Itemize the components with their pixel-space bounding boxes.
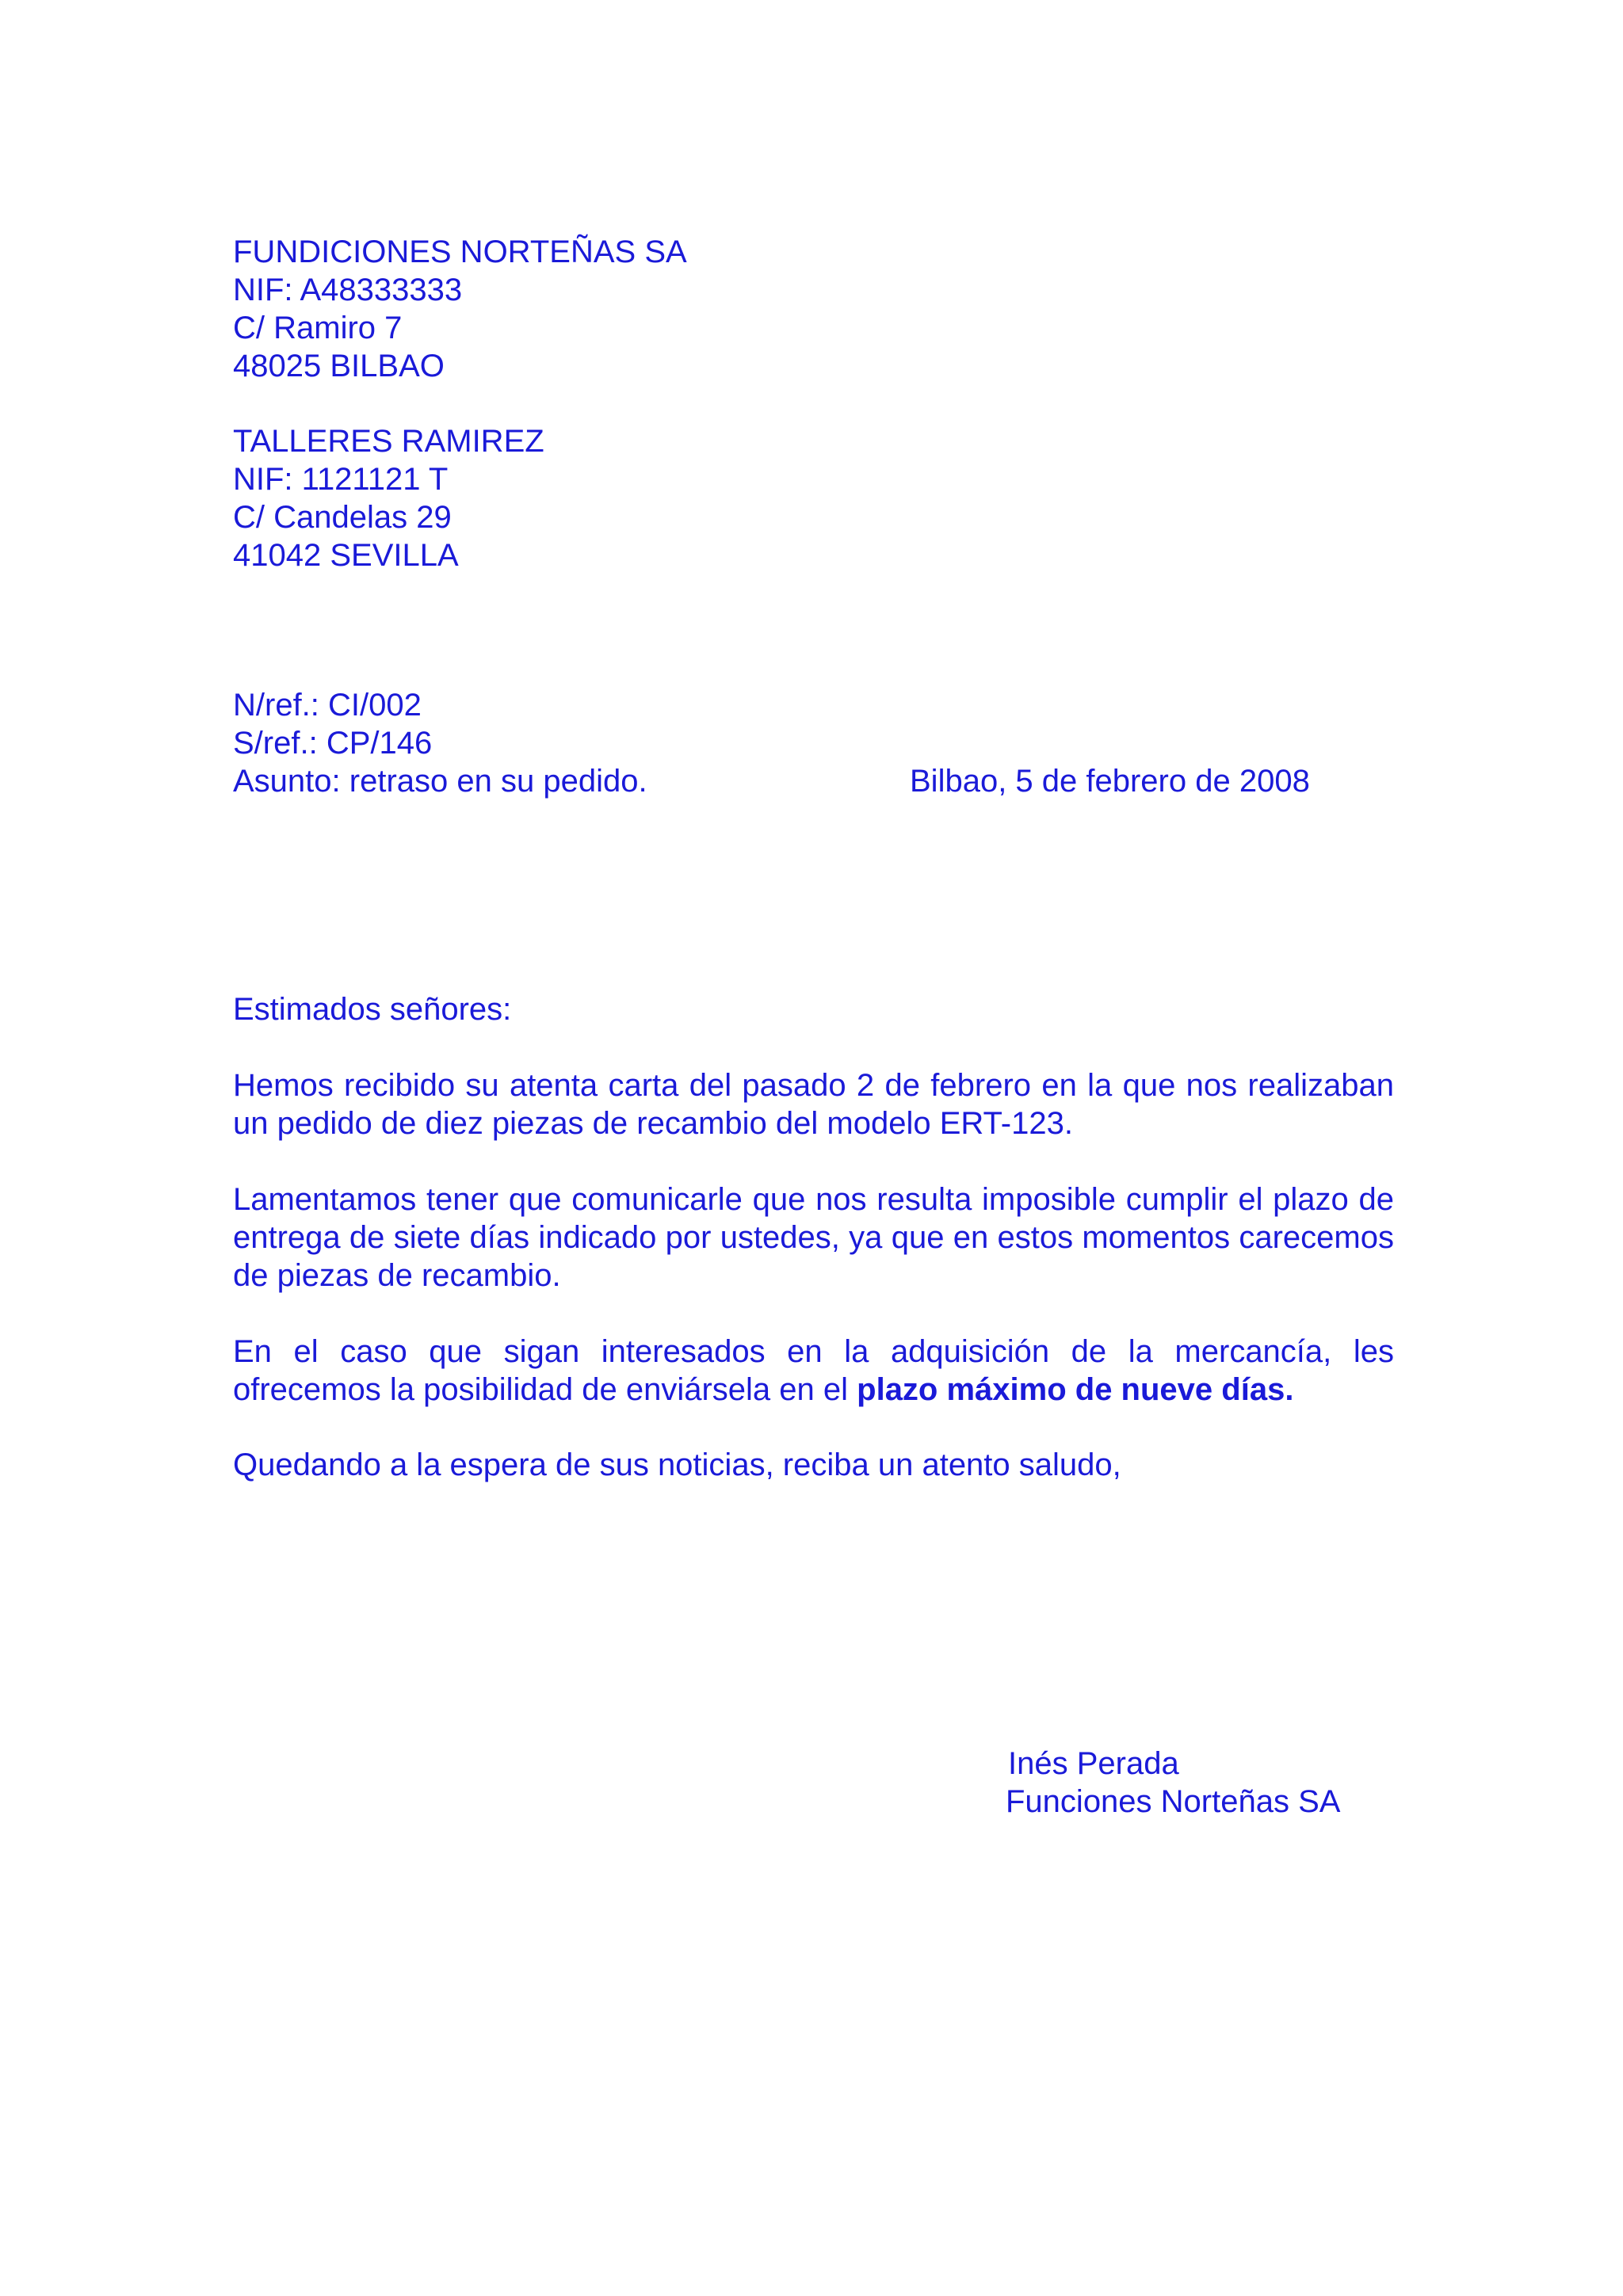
sender-name: FUNDICIONES NORTEÑAS SA: [233, 235, 687, 269]
body-paragraph-3: [233, 1333, 1394, 1409]
body-paragraph-3-text: En el caso que sigan interesados en la adquisición de la mercancía, les ofrecemos la posibilidad de enviársela en el: [233, 1334, 1394, 1407]
body-paragraph-1: Hemos recibido su atenta carta del pasado 2 de febrero en la que nos realizaban un pedido de diez piezas de recambio del modelo ERT-123.: [233, 1068, 1394, 1141]
closing-paragraph: Quedando a la espera de sus noticias, reciba un atento saludo,: [233, 1447, 1121, 1482]
recipient-city: 41042 SEVILLA: [233, 538, 459, 573]
our-reference: N/ref.: CI/002: [233, 688, 422, 723]
recipient-name: TALLERES RAMIREZ: [233, 424, 544, 459]
signer-company: Funciones Norteñas SA: [1006, 1784, 1341, 1819]
sender-address: [233, 233, 687, 385]
salutation: Estimados señores:: [233, 992, 512, 1027]
subject-line: Asunto: retraso en su pedido.: [233, 764, 647, 799]
body-paragraph-2: Lamentamos tener que comunicarle que nos resulta imposible cumplir el plazo de entrega de siete días indicado por ustedes, ya que en estos momentos carecemos de piezas de recambio.: [233, 1182, 1394, 1293]
sender-city: 48025 BILBAO: [233, 349, 445, 383]
recipient-address: [233, 422, 544, 574]
signer-name: Inés Perada: [1008, 1746, 1179, 1781]
reference-block: [233, 686, 647, 800]
body-paragraph-3-emphasis: plazo máximo de nueve días.: [857, 1372, 1294, 1407]
sender-street: C/ Ramiro 7: [233, 311, 403, 345]
recipient-street: C/ Candelas 29: [233, 500, 452, 535]
signature-block: [1008, 1745, 1340, 1821]
your-reference: S/ref.: CP/146: [233, 726, 433, 761]
sender-nif: NIF: A48333333: [233, 273, 463, 307]
letter-date: Bilbao, 5 de febrero de 2008: [910, 764, 1310, 799]
recipient-nif: NIF: 1121121 T: [233, 462, 449, 497]
